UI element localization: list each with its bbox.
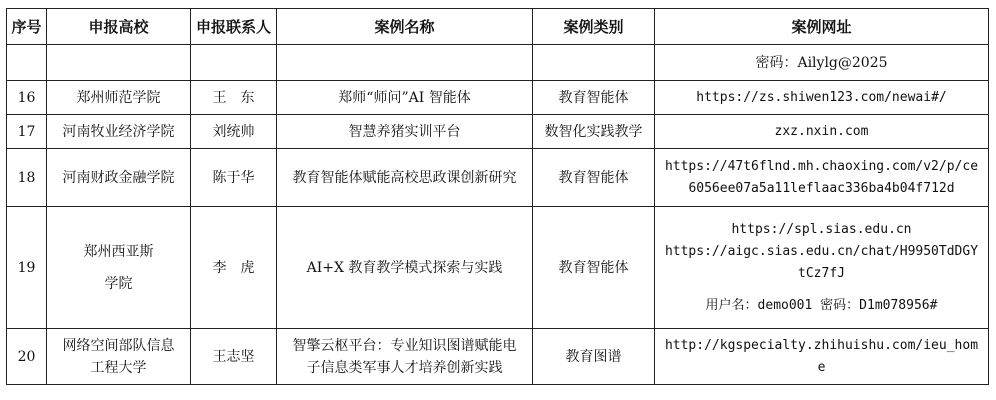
cell-contact: 王志坚 bbox=[191, 329, 277, 385]
header-category: 案例类别 bbox=[533, 9, 655, 45]
table-row bbox=[7, 115, 989, 149]
cell-contact: 李 虎 bbox=[191, 207, 277, 329]
table-row-continuation bbox=[7, 45, 989, 81]
cell-category: 教育图谱 bbox=[533, 329, 655, 385]
cell-empty bbox=[7, 45, 47, 81]
cell-empty bbox=[191, 45, 277, 81]
cell-case-name: 教育智能体赋能高校思政课创新研究 bbox=[277, 149, 533, 207]
cell-url[interactable]: zxz.nxin.com bbox=[655, 115, 989, 149]
header-contact: 申报联系人 bbox=[191, 9, 277, 45]
url-line: https://47t6flnd.mh.chaoxing.com/v2/p/ce bbox=[664, 158, 979, 174]
line-gap bbox=[658, 285, 985, 295]
case-name-line: 子信息类军事人才培养创新实践 bbox=[306, 359, 503, 376]
url-line: e bbox=[817, 359, 826, 375]
cell-school: 河南财政金融学院 bbox=[47, 149, 191, 207]
cell-url[interactable] bbox=[655, 329, 989, 385]
cell-empty bbox=[533, 45, 655, 81]
cell-category: 教育智能体 bbox=[533, 149, 655, 207]
cell-case-name bbox=[277, 329, 533, 385]
cell-empty bbox=[277, 45, 533, 81]
cell-url: 密码：Ailylg@2025 bbox=[655, 45, 989, 81]
header-url: 案例网址 bbox=[655, 9, 989, 45]
url-line: http://kgspecialty.zhihuishu.com/ieu_hom bbox=[664, 337, 979, 353]
table-row bbox=[7, 329, 989, 385]
cell-school bbox=[47, 207, 191, 329]
header-case-name: 案例名称 bbox=[277, 9, 533, 45]
cell-case-name: 郑师“师问”AI 智能体 bbox=[277, 81, 533, 115]
cell-case-name: 智慧养猪实训平台 bbox=[277, 115, 533, 149]
school-line: 郑州西亚斯 bbox=[83, 243, 154, 260]
cell-no: 20 bbox=[7, 329, 47, 385]
cell-empty bbox=[47, 45, 191, 81]
header-no: 序号 bbox=[7, 9, 47, 45]
line-gap bbox=[50, 263, 187, 273]
table-row bbox=[7, 207, 989, 329]
header-row bbox=[7, 9, 989, 45]
credentials-line: 用户名：demo001 密码：D1m078956# bbox=[705, 297, 938, 313]
cell-school: 郑州师范学院 bbox=[47, 81, 191, 115]
school-line: 学院 bbox=[104, 275, 133, 292]
cell-contact: 刘统帅 bbox=[191, 115, 277, 149]
school-line: 工程大学 bbox=[90, 359, 147, 376]
cell-category: 教育智能体 bbox=[533, 207, 655, 329]
table-row bbox=[7, 149, 989, 207]
url-line: https://spl.sias.edu.cn bbox=[731, 221, 912, 237]
url-line: 6056ee07a5a11leflaac336ba4b04f712d bbox=[688, 180, 955, 196]
url-line: tCz7fJ bbox=[798, 265, 845, 281]
cell-case-name: AI+X 教育教学模式探索与实践 bbox=[277, 207, 533, 329]
cell-category: 教育智能体 bbox=[533, 81, 655, 115]
cell-contact: 陈于华 bbox=[191, 149, 277, 207]
cell-url[interactable] bbox=[655, 207, 989, 329]
cell-no: 17 bbox=[7, 115, 47, 149]
header-school: 申报高校 bbox=[47, 9, 191, 45]
school-line: 网络空间部队信息 bbox=[62, 337, 175, 354]
cell-contact: 王 东 bbox=[191, 81, 277, 115]
cell-category: 数智化实践教学 bbox=[533, 115, 655, 149]
cell-no: 18 bbox=[7, 149, 47, 207]
cell-no: 16 bbox=[7, 81, 47, 115]
case-table bbox=[6, 8, 989, 385]
case-name-line: 智擎云枢平台：专业知识图谱赋能电 bbox=[292, 337, 517, 354]
cell-url[interactable]: https://zs.shiwen123.com/newai#/ bbox=[655, 81, 989, 115]
url-line: https://aigc.sias.edu.cn/chat/H9950TdDGY bbox=[664, 243, 979, 259]
cell-url[interactable] bbox=[655, 149, 989, 207]
cell-school: 河南牧业经济学院 bbox=[47, 115, 191, 149]
cell-school bbox=[47, 329, 191, 385]
cell-no: 19 bbox=[7, 207, 47, 329]
table-row bbox=[7, 81, 989, 115]
